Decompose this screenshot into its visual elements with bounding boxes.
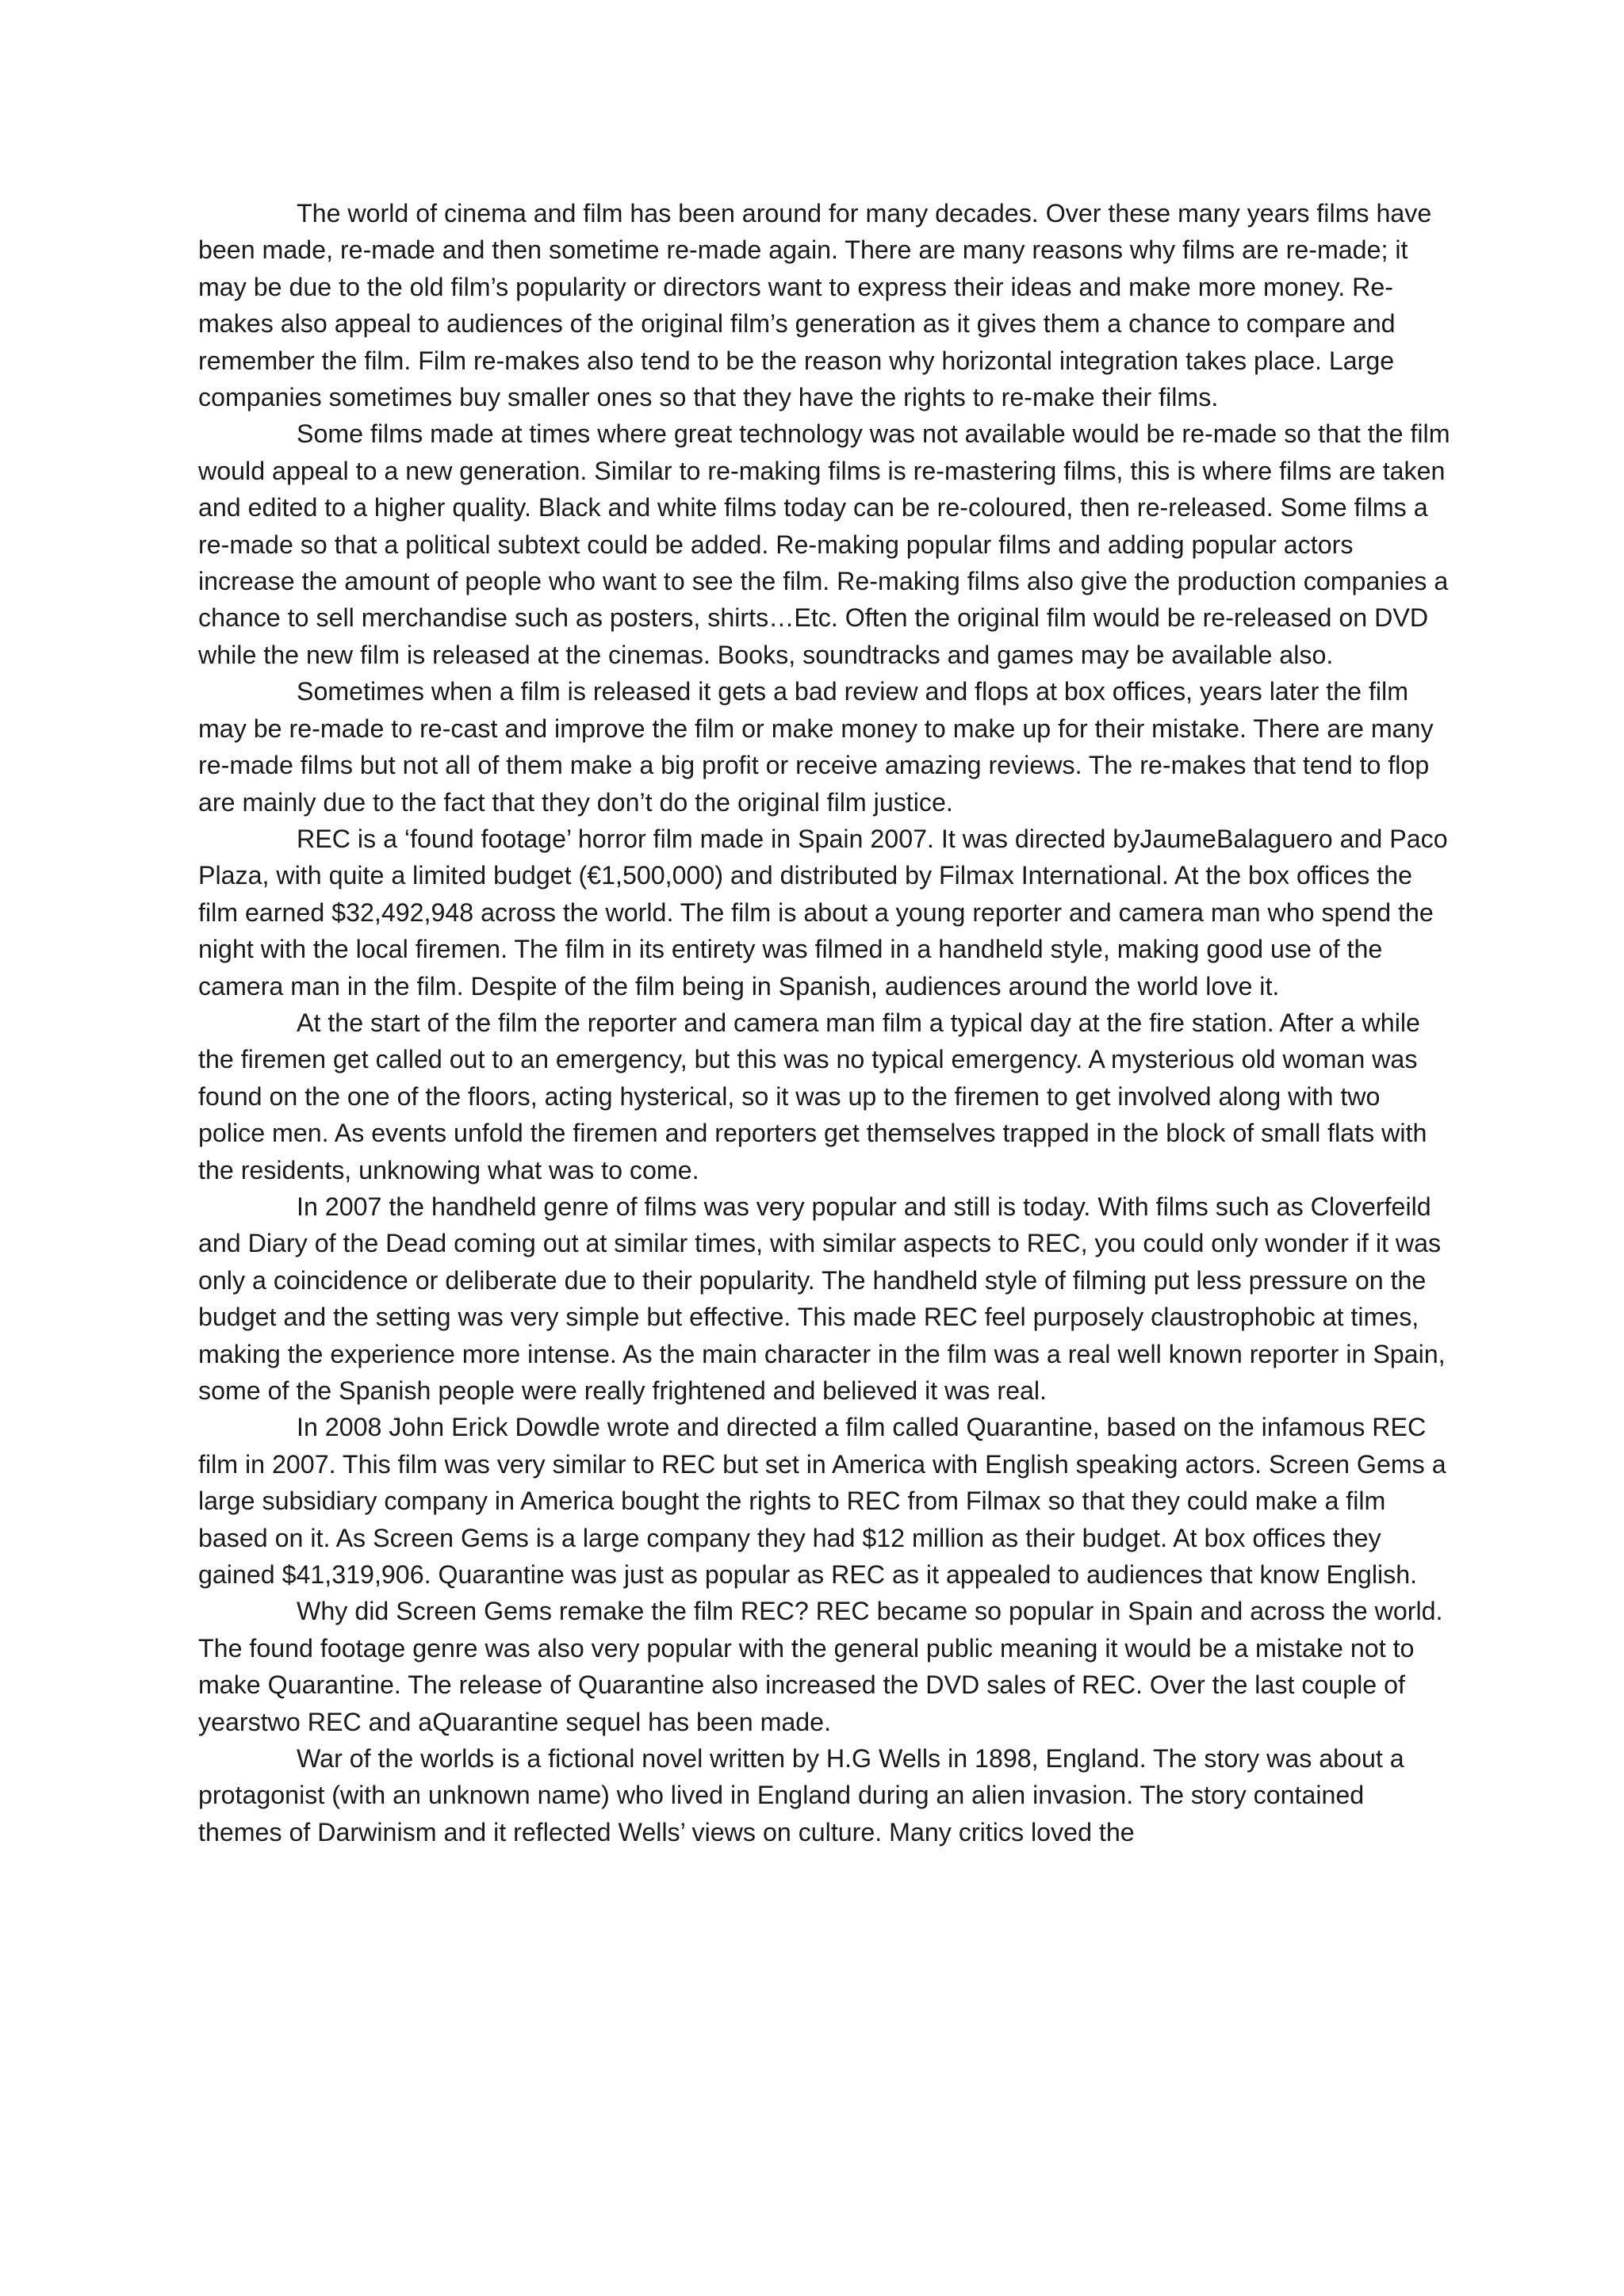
paragraph-war-of-the-worlds: War of the worlds is a fictional novel written by H.G Wells in 1898, England. The story was about a protagonist (with an unknown name) who lived in England during an alien invasion. The story contained themes of Darwinism and it reflected Wells’ views on culture. Many critics loved the	[198, 1744, 1404, 1846]
paragraph-quarantine: In 2008 John Erick Dowdle wrote and directed a film called Quarantine, based on the infamous REC film in 2007. This film was very similar to REC but set in America with English speaking actors. Screen Gems a large subsidiary company in America bought the rights to REC from Filmax so that they could make a film based on it. As Screen Gems is a large company they had $12 million as their budget. At box offices they gained $41,319,906. Quarantine was just as popular as REC as it appealed to audiences that know English.	[198, 1413, 1446, 1590]
paragraph-why-remake: Why did Screen Gems remake the film REC? REC became so popular in Spain and across the world. The found footage genre was also very popular with the general public meaning it would be a mistake not to make Quarantine. The release of Quarantine also increased the DVD sales of REC. Over the last couple of yearstwo REC and aQuarantine sequel has been made.	[198, 1597, 1443, 1736]
paragraph-intro: The world of cinema and film has been around for many decades. Over these many years films have been made, re-made and then sometime re-made again. There are many reasons why films are re-made; it may be due to the old film’s popularity or directors want to express their ideas and make more money. Re-makes also appeal to audiences of the original film’s generation as it gives them a chance to compare and remember the film. Film re-makes also tend to be the reason why horizontal integration takes place. Large companies sometimes buy smaller ones so that they have the rights to re-make their films.	[198, 199, 1432, 412]
paragraph-rec-plot: At the start of the film the reporter and camera man film a typical day at the fire station. After a while the firemen get called out to an emergency, but this was no typical emergency. A mysterious old woman was found on the one of the floors, acting hysterical, so it was up to the firemen to get involved along with two police men. As events unfold the firemen and reporters get themselves trapped in the block of small flats with the residents, unknowing what was to come.	[198, 1008, 1427, 1184]
paragraph-flops: Sometimes when a film is released it gets a bad review and flops at box offices, years later the film may be re-made to re-cast and improve the film or make money to make up for their mistake. There are many re-made films but not all of them make a big profit or receive amazing reviews. The re-makes that tend to flop are mainly due to the fact that they don’t do the original film justice.	[198, 677, 1434, 817]
paragraph-rec-overview: REC is a ‘found footage’ horror film made in Spain 2007. It was directed byJaumeBalaguero and Paco Plaza, with quite a limited budget (€1,500,000) and distributed by Filmax International. At the box offices the film earned $32,492,948 across the world. The film is about a young reporter and camera man who spend the night with the local firemen. The film in its entirety was filmed in a handheld style, making good use of the camera man in the film. Despite of the film being in Spanish, audiences around the world love it.	[198, 824, 1448, 1001]
essay-body	[198, 195, 1451, 1850]
paragraph-remake-reasons: Some films made at times where great technology was not available would be re-made so that the film would appeal to a new generation. Similar to re-making films is re-mastering films, this is where films are taken and edited to a higher quality. Black and white films today can be re-coloured, then re-released. Some films a re-made so that a political subtext could be added. Re-making popular films and adding popular actors increase the amount of people who want to see the film. Re-making films also give the production companies a chance to sell merchandise such as posters, shirts…Etc. Often the original film would be re-released on DVD while the new film is released at the cinemas. Books, soundtracks and games may be available also.	[198, 419, 1450, 669]
paragraph-handheld-genre: In 2007 the handheld genre of films was very popular and still is today. With films such as Cloverfeild and Diary of the Dead coming out at similar times, with similar aspects to REC, you could only wonder if it was only a coincidence or deliberate due to their popularity. The handheld style of filming put less pressure on the budget and the setting was very simple but effective. This made REC feel purposely claustrophobic at times, making the experience more intense. As the main character in the film was a real well known reporter in Spain, some of the Spanish people were really frightened and believed it was real.	[198, 1192, 1446, 1405]
